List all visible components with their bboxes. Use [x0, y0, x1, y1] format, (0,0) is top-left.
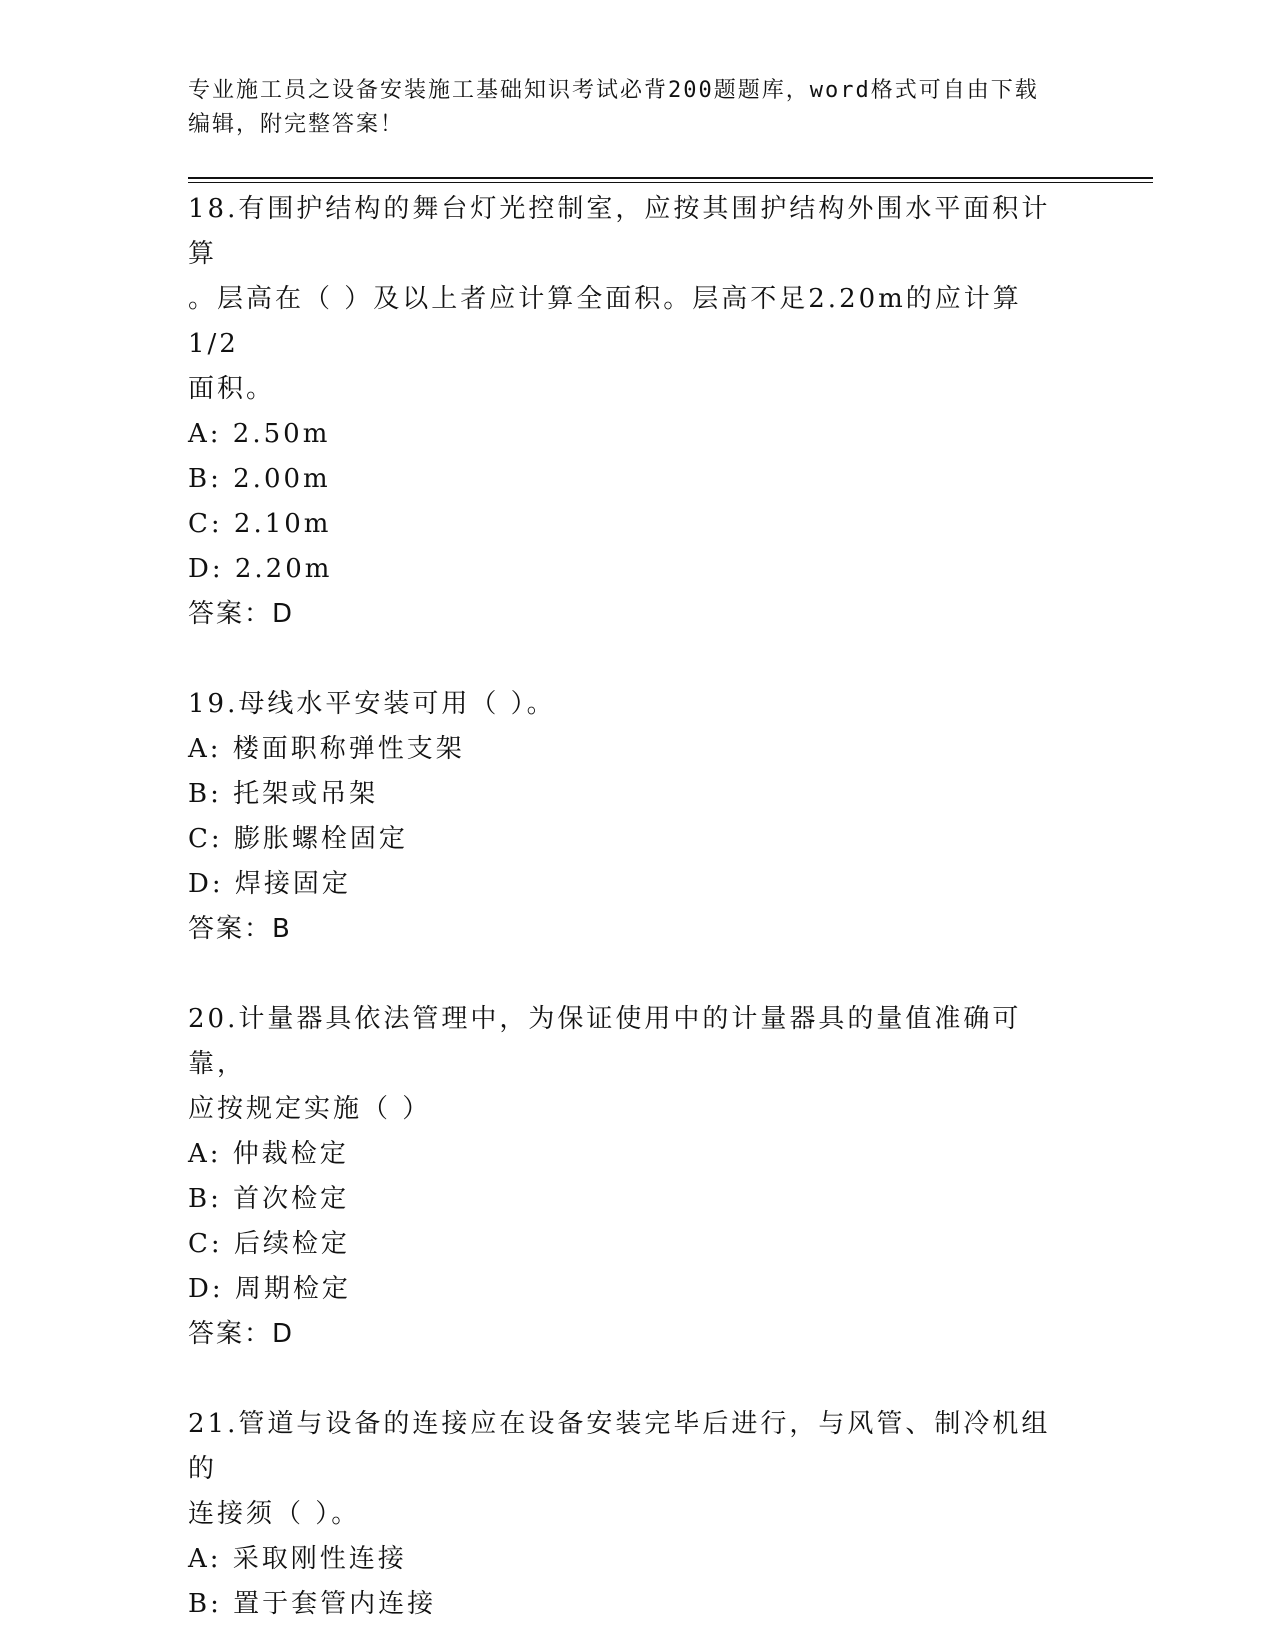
option-c: C: 膨胀螺栓固定	[188, 824, 408, 854]
question-stem-line: 18.有围护结构的舞台灯光控制室，应按其围护结构外围水平面积计算	[188, 194, 1051, 269]
question-stem-line: 20.计量器具依法管理中，为保证使用中的计量器具的量值准确可靠，	[188, 1004, 1022, 1079]
header-divider-thin	[188, 182, 1153, 183]
option-d: D: 焊接固定	[188, 869, 351, 899]
header-line-2: 编辑，附完整答案！	[188, 112, 405, 137]
question-stem-line: 应按规定实施（ ）	[188, 1094, 432, 1124]
option-a: A: 仲裁检定	[188, 1139, 349, 1169]
option-b: B: 托架或吊架	[188, 779, 379, 809]
option-c: C: 2.10m	[188, 509, 332, 539]
question-18	[188, 187, 1088, 637]
document-header	[188, 74, 1068, 142]
option-c: C: 后续检定	[188, 1229, 350, 1259]
question-spacer	[188, 637, 1088, 682]
option-d: D: 周期检定	[188, 1274, 351, 1304]
question-stem-line: 19.母线水平安装可用（ ）。	[188, 689, 556, 719]
option-a: A: 采取刚性连接	[188, 1544, 407, 1574]
question-stem-line: 。层高在（ ）及以上者应计算全面积。层高不足2.20m的应计算1/2	[188, 284, 1022, 359]
option-b: B: 2.00m	[188, 464, 331, 494]
question-list	[188, 187, 1088, 1627]
option-d: D: 2.20m	[188, 554, 333, 584]
header-divider-thick	[188, 177, 1153, 179]
question-spacer	[188, 952, 1088, 997]
question-stem-line: 21.管道与设备的连接应在设备安装完毕后进行，与风管、制冷机组的	[188, 1409, 1051, 1484]
answer-line: 答案：D	[188, 1319, 295, 1349]
question-spacer	[188, 1357, 1088, 1402]
answer-line: 答案：B	[188, 914, 292, 944]
answer-line: 答案：D	[188, 599, 295, 629]
option-a: A: 2.50m	[188, 419, 331, 449]
option-b: B: 置于套管内连接	[188, 1589, 437, 1619]
option-a: A: 楼面职称弹性支架	[188, 734, 465, 764]
header-line-1: 专业施工员之设备安装施工基础知识考试必背200题题库，word格式可自由下载	[188, 78, 1039, 103]
option-b: B: 首次检定	[188, 1184, 350, 1214]
question-stem-line: 连接须（ ）。	[188, 1499, 361, 1529]
question-20	[188, 997, 1088, 1357]
question-21	[188, 1402, 1088, 1627]
question-19	[188, 682, 1088, 952]
question-stem-line: 面积。	[188, 374, 276, 404]
